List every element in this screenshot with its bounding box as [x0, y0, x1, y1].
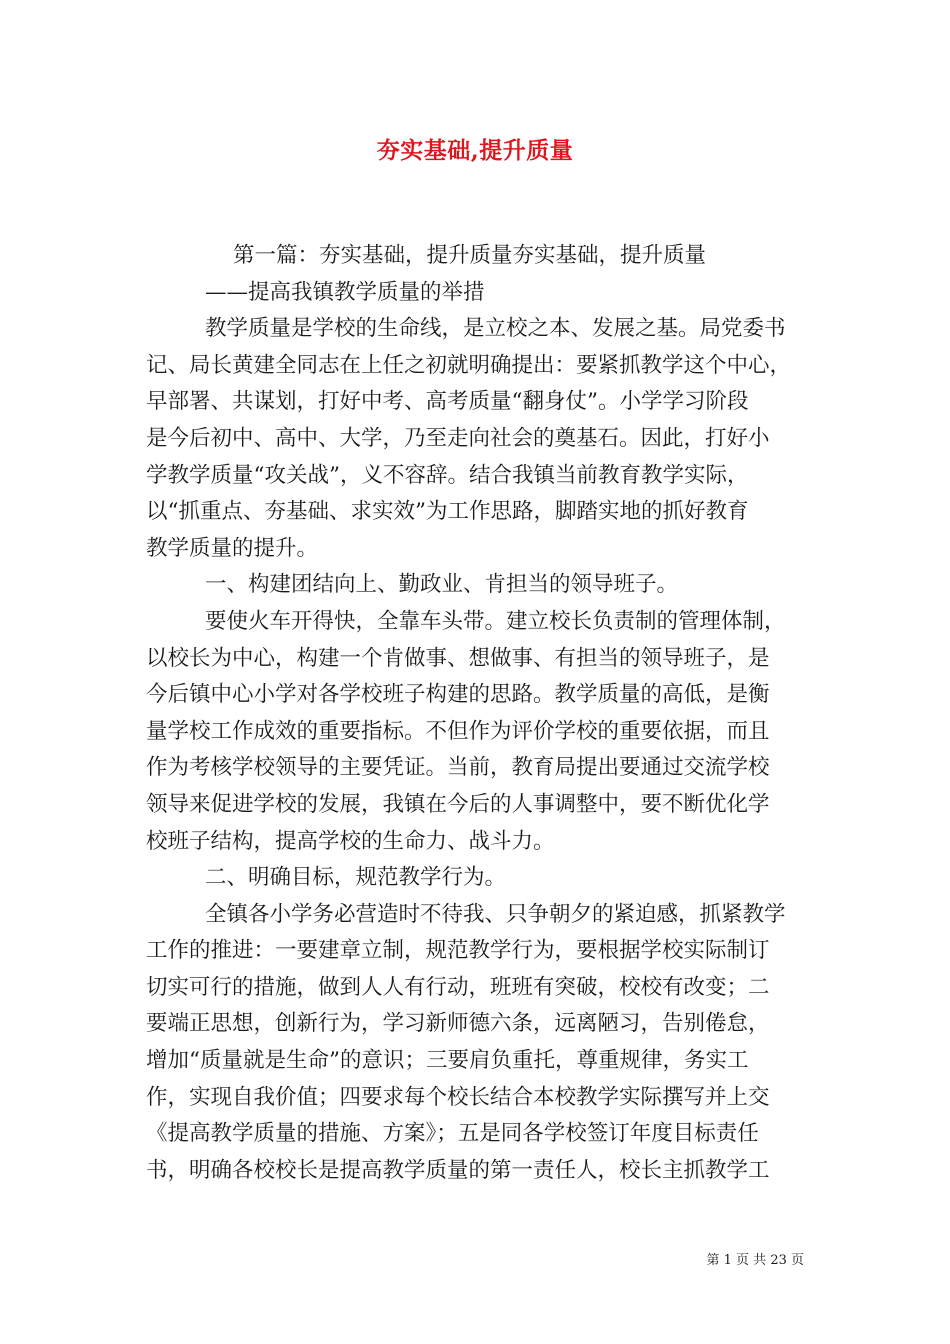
body-line: 作为考核学校领导的主要凭证。当前，教育局提出要通过交流学校 [146, 755, 770, 781]
body-line: 学教学质量“攻关战”，义不容辞。结合我镇当前教育教学实际， [146, 462, 749, 488]
body-line: 作，实现自我价值；四要求每个校长结合本校教学实际撰写并上交 [146, 1084, 770, 1110]
body-line: 要端正思想，创新行为，学习新师德六条，远离陋习，告别倦怠， [146, 1011, 770, 1037]
document-body [146, 238, 810, 1189]
body-line: 教学质量是学校的生命线，是立校之本、发展之基。局党委书 [205, 316, 786, 342]
body-line: 一、构建团结向上、勤政业、肯担当的领导班子。 [205, 572, 679, 598]
body-line: 以“抓重点、夯基础、求实效”为工作思路，脚踏实地的抓好教育 [146, 499, 749, 525]
body-line: 增加“质量就是生命”的意识；三要肩负重托，尊重规律，务实工 [146, 1048, 749, 1074]
document-title: 夯实基础,提升质量 [376, 137, 574, 164]
body-line: 全镇各小学务必营造时不待我、只争朝夕的紧迫感，抓紧教学 [205, 901, 786, 927]
body-line: 量学校工作成效的重要指标。不但作为评价学校的重要依据，而且 [146, 718, 770, 744]
body-line: 校班子结构，提高学校的生命力、战斗力。 [146, 828, 555, 854]
body-line: 教学质量的提升。 [146, 535, 319, 561]
body-line: 二、明确目标，规范教学行为。 [205, 865, 507, 891]
body-line: 要使火车开得快，全靠车头带。建立校长负责制的管理体制， [205, 608, 786, 634]
body-line: 是今后初中、高中、大学，乃至走向社会的奠基石。因此，打好小 [146, 425, 770, 451]
body-line: ——提高我镇教学质量的举措 [205, 279, 485, 305]
page-number: 第 1 页 共 23 页 [706, 1253, 804, 1268]
body-line: 书，明确各校校长是提高教学质量的第一责任人，校长主抓教学工 [146, 1157, 770, 1183]
body-line: 切实可行的措施，做到人人有行动，班班有突破，校校有改变；二 [146, 974, 770, 1000]
body-line: 《提高教学质量的措施、方案》；五是同各学校签订年度目标责任 [146, 1121, 759, 1147]
body-line: 领导来促进学校的发展，我镇在今后的人事调整中，要不断优化学 [146, 791, 770, 817]
body-line: 第一篇：夯实基础，提升质量夯实基础，提升质量 [233, 243, 707, 268]
body-line: 今后镇中心小学对各学校班子构建的思路。教学质量的高低，是衡 [146, 682, 770, 708]
body-line: 工作的推进：一要建章立制，规范教学行为，要根据学校实际制订 [146, 938, 770, 964]
body-line: 以校长为中心，构建一个肯做事、想做事、有担当的领导班子，是 [146, 645, 770, 671]
body-line: 记、局长黄建全同志在上任之初就明确提出：要紧抓教学这个中心， [146, 352, 792, 378]
body-line: 早部署、共谋划，打好中考、高考质量“翻身仗”。小学学习阶段 [146, 389, 749, 415]
